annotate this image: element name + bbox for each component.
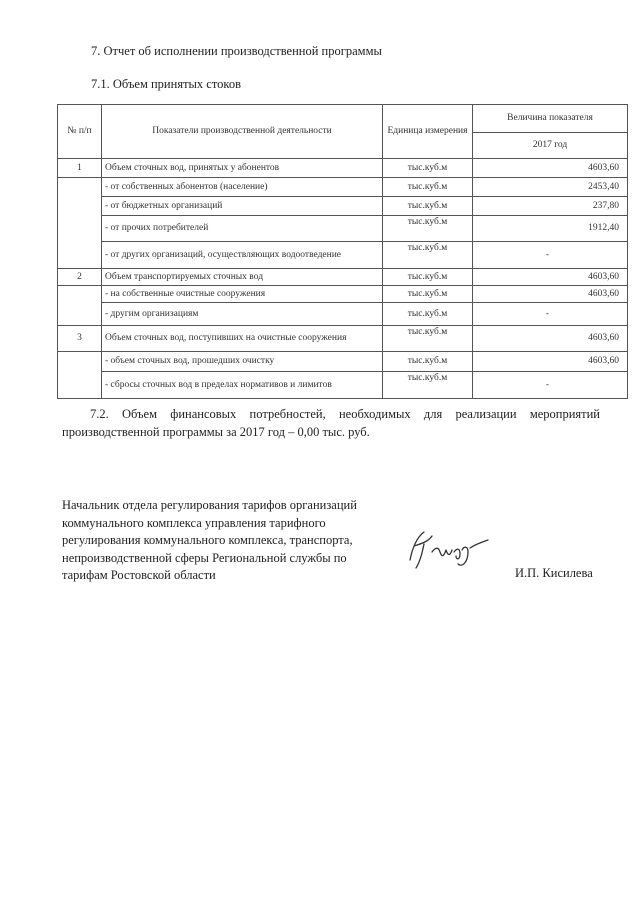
- row-unit: тыс.куб.м: [383, 269, 473, 286]
- position-line: непроизводственной сферы Региональной службы по: [62, 550, 347, 565]
- header-indicator: Показатели производственной деятельности: [102, 105, 383, 159]
- row-label: Объем сточных вод, поступивших на очистные сооружения: [102, 326, 383, 352]
- header-num: № п/п: [58, 105, 102, 159]
- position-line: коммунального комплекса управления тарифного: [62, 515, 326, 530]
- row-num: [58, 352, 102, 399]
- row-label: - на собственные очистные сооружения: [102, 286, 383, 303]
- row-label: - от других организаций, осуществляющих водоотведение: [102, 242, 383, 269]
- handwritten-signature: [402, 522, 497, 577]
- table-row: [58, 197, 628, 216]
- row-num: 1: [58, 159, 102, 178]
- signatory-name: И.П. Кисилева: [515, 566, 593, 580]
- row-unit: тыс.куб.м: [383, 326, 473, 352]
- row-value: 4603,60: [473, 286, 628, 303]
- table-row: [58, 178, 628, 197]
- row-label: - от прочих потребителей: [102, 216, 383, 242]
- row-label: - объем сточных вод, прошедших очистку: [102, 352, 383, 372]
- row-unit: тыс.куб.м: [383, 242, 473, 269]
- row-label: - от собственных абонентов (население): [102, 178, 383, 197]
- row-value: -: [473, 372, 628, 399]
- row-label: Объем сточных вод, принятых у абонентов: [102, 159, 383, 178]
- row-label: - другим организациям: [102, 303, 383, 326]
- row-unit: тыс.куб.м: [383, 352, 473, 372]
- table-row: [58, 286, 628, 303]
- row-label: - от бюджетных организаций: [102, 197, 383, 216]
- row-unit: тыс.куб.м: [383, 372, 473, 399]
- subsection-title: 7.1. Объем принятых стоков: [91, 77, 241, 91]
- header-unit: Единица измерения: [383, 105, 473, 159]
- row-num: [58, 286, 102, 326]
- table-row: [58, 216, 628, 242]
- header-value: Величина показателя: [473, 105, 628, 133]
- row-unit: тыс.куб.м: [383, 178, 473, 197]
- table-row: [58, 242, 628, 269]
- row-unit: тыс.куб.м: [383, 197, 473, 216]
- row-label: - сбросы сточных вод в пределах нормативов и лимитов: [102, 372, 383, 399]
- row-label: Объем транспортируемых сточных вод: [102, 269, 383, 286]
- header-year: 2017 год: [473, 133, 628, 159]
- row-value: 4603,60: [473, 159, 628, 178]
- row-unit: тыс.куб.м: [383, 303, 473, 326]
- row-value: 2453,40: [473, 178, 628, 197]
- row-num: [58, 178, 102, 269]
- row-unit: тыс.куб.м: [383, 216, 473, 242]
- row-value: -: [473, 303, 628, 326]
- row-value: 4603,60: [473, 352, 628, 372]
- position-line: тарифам Ростовской области: [62, 568, 216, 582]
- row-num: 3: [58, 326, 102, 352]
- row-unit: тыс.куб.м: [383, 286, 473, 303]
- table-row: [58, 269, 628, 286]
- row-unit: тыс.куб.м: [383, 159, 473, 178]
- signatory-position: [62, 497, 392, 585]
- table-row: [58, 372, 628, 399]
- table-row: [58, 352, 628, 372]
- row-value: 1912,40: [473, 216, 628, 242]
- section-title: 7. Отчет об исполнении производственной программы: [91, 44, 382, 58]
- table-row: [58, 326, 628, 352]
- row-value: -: [473, 242, 628, 269]
- row-value: 4603,60: [473, 326, 628, 352]
- position-line: регулирования коммунального комплекса, транспорта,: [62, 533, 353, 547]
- row-value: 237,80: [473, 197, 628, 216]
- table-row: [58, 303, 628, 326]
- financial-needs-paragraph: 7.2. Объем финансовых потребностей, необходимых для реализации мероприятий производственной программы за 2017 год – 0,00 тыс. руб.: [62, 407, 600, 439]
- table-row: [58, 159, 628, 178]
- row-num: 2: [58, 269, 102, 286]
- row-value: 4603,60: [473, 269, 628, 286]
- position-line: Начальник отдела регулирования тарифов организаций: [62, 498, 357, 512]
- stock-volume-table: [57, 104, 628, 399]
